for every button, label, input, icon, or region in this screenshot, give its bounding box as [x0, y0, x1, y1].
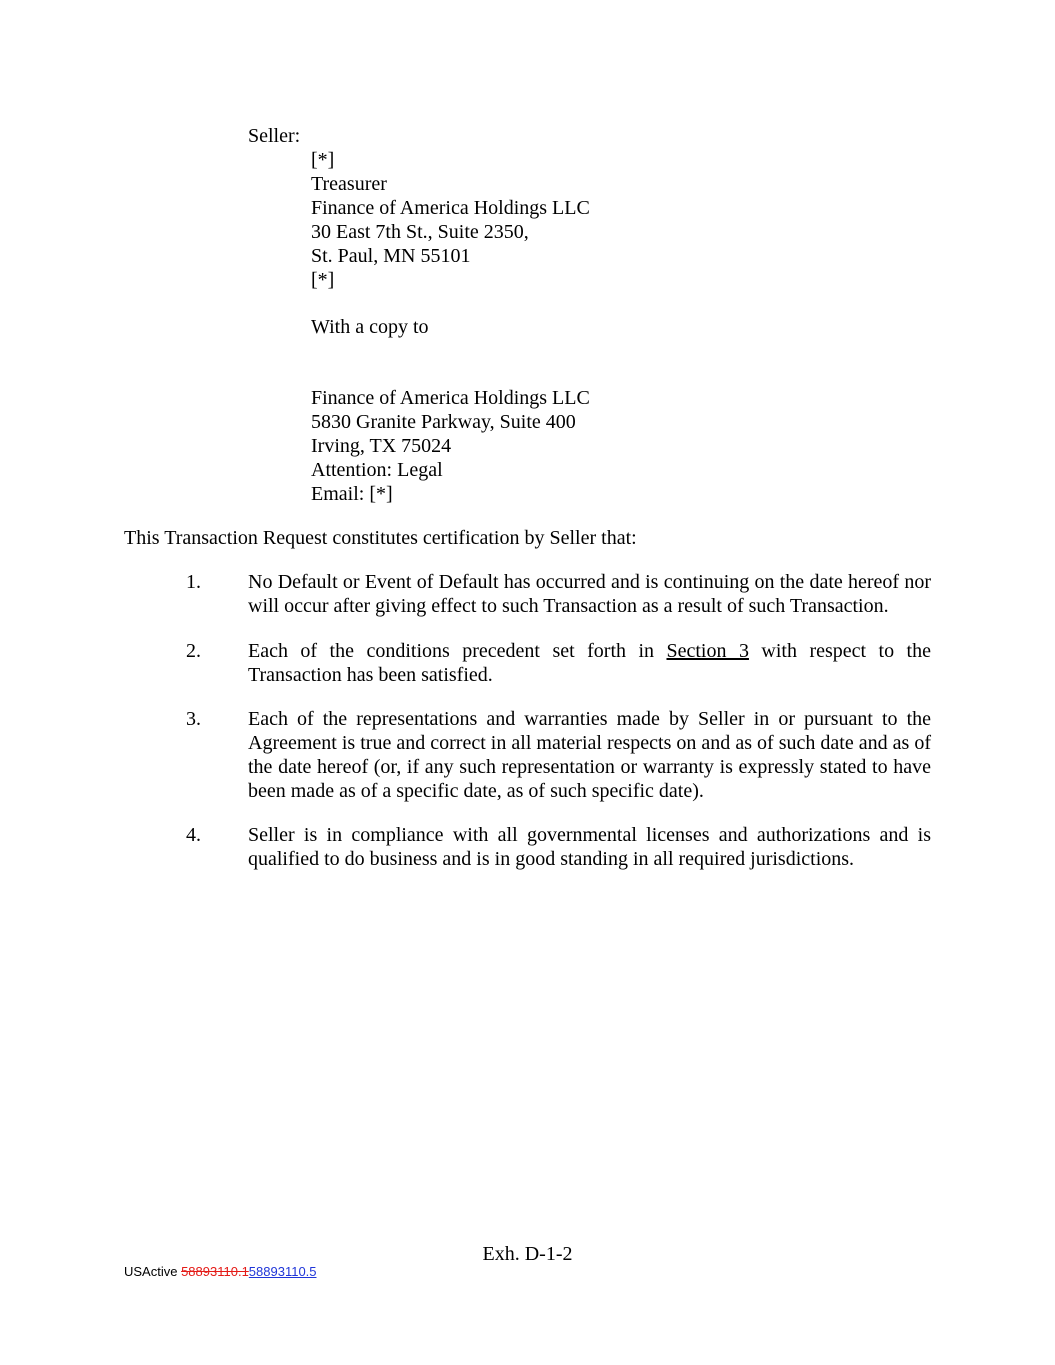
item-number: 3.: [186, 708, 201, 730]
item-number: 1.: [186, 571, 201, 593]
item-text: Seller is in compliance with all governmental licenses and authorizations and is qualified to do business and is in good standing in all required jurisdictions.: [248, 824, 931, 870]
address-line: Finance of America Holdings LLC: [311, 197, 590, 219]
address-line: [*]: [311, 269, 335, 291]
item-text: [248, 639, 931, 687]
document-id-deleted: 58893110.1: [181, 1264, 249, 1279]
address-line: Email: [*]: [311, 483, 393, 505]
section-reference-link[interactable]: Section 3: [666, 640, 749, 662]
address-line: Treasurer: [311, 173, 387, 195]
address-line: Irving, TX 75024: [311, 435, 452, 457]
seller-label: Seller:: [248, 125, 301, 147]
item-text: Each of the representations and warranties made by Seller in or pursuant to the Agreement is true and correct in all material respects on and as of such date and as of the date hereof (or, if any such representation or warranty is expressly stated to have been made as of a specific date, as of such specific date).: [248, 708, 931, 802]
document-id: [124, 1264, 317, 1280]
document-id-prefix: USActive: [124, 1264, 182, 1279]
item-text-after: with respect to the Transaction has been satisfied.: [248, 640, 931, 686]
page-number: Exh. D-1-2: [482, 1243, 573, 1265]
address-line: St. Paul, MN 55101: [311, 245, 471, 267]
address-line: 30 East 7th St., Suite 2350,: [311, 221, 529, 243]
seller-address: [311, 148, 590, 292]
document-id-inserted: 58893110.5: [248, 1264, 317, 1279]
address-line: 5830 Granite Parkway, Suite 400: [311, 411, 576, 433]
item-text-before: Each of the conditions precedent set forth in: [248, 640, 667, 662]
address-line: [*]: [311, 149, 335, 171]
address-line: Finance of America Holdings LLC: [311, 387, 590, 409]
item-number: 2.: [186, 640, 201, 662]
item-text: No Default or Event of Default has occurred and is continuing on the date hereof nor will occur after giving effect to such Transaction as a result of such Transaction.: [248, 571, 931, 617]
certification-intro: This Transaction Request constitutes certification by Seller that:: [124, 527, 637, 549]
address-line: Attention: Legal: [311, 459, 443, 481]
copy-address: [311, 386, 590, 506]
item-number: 4.: [186, 824, 201, 846]
copy-to-label: With a copy to: [311, 316, 429, 338]
